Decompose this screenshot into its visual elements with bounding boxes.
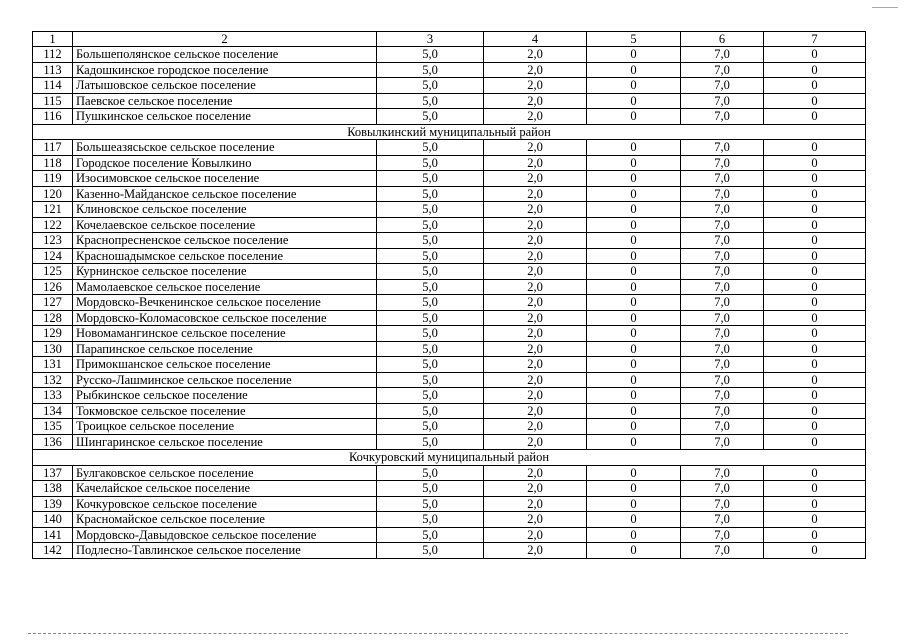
row-number-cell: 126 (33, 279, 73, 295)
value-col6-cell: 7,0 (681, 543, 764, 559)
value-col5-cell: 0 (587, 233, 681, 249)
value-col5-cell: 0 (587, 372, 681, 388)
value-col6-cell: 7,0 (681, 186, 764, 202)
value-col5-cell: 0 (587, 481, 681, 497)
value-col7-cell: 0 (764, 465, 866, 481)
value-col5-cell: 0 (587, 186, 681, 202)
value-col5-cell: 0 (587, 109, 681, 125)
value-col6-cell: 7,0 (681, 341, 764, 357)
value-col6-cell: 7,0 (681, 62, 764, 78)
header-cell-7: 7 (764, 32, 866, 47)
value-col3-cell: 5,0 (377, 481, 484, 497)
table-row (33, 62, 866, 78)
row-number-cell: 113 (33, 62, 73, 78)
row-number-cell: 136 (33, 434, 73, 450)
value-col6-cell: 7,0 (681, 295, 764, 311)
table-row (33, 326, 866, 342)
row-number-cell: 121 (33, 202, 73, 218)
value-col5-cell: 0 (587, 341, 681, 357)
value-col5-cell: 0 (587, 279, 681, 295)
settlement-name-cell: Большеполянское сельское поселение (73, 47, 377, 63)
value-col3-cell: 5,0 (377, 233, 484, 249)
value-col5-cell: 0 (587, 62, 681, 78)
value-col5-cell: 0 (587, 140, 681, 156)
value-col7-cell: 0 (764, 78, 866, 94)
header-cell-1: 1 (33, 32, 73, 47)
settlement-name-cell: Латышовское сельское поселение (73, 78, 377, 94)
value-col3-cell: 5,0 (377, 403, 484, 419)
row-number-cell: 114 (33, 78, 73, 94)
table-row (33, 248, 866, 264)
settlement-name-cell: Примокшанское сельское поселение (73, 357, 377, 373)
table-row (33, 543, 866, 559)
settlements-table (32, 31, 866, 559)
row-number-cell: 115 (33, 93, 73, 109)
settlement-name-cell: Пушкинское сельское поселение (73, 109, 377, 125)
value-col3-cell: 5,0 (377, 47, 484, 63)
settlement-name-cell: Паевское сельское поселение (73, 93, 377, 109)
value-col6-cell: 7,0 (681, 202, 764, 218)
value-col3-cell: 5,0 (377, 62, 484, 78)
value-col7-cell: 0 (764, 248, 866, 264)
value-col3-cell: 5,0 (377, 326, 484, 342)
value-col3-cell: 5,0 (377, 388, 484, 404)
value-col4-cell: 2,0 (484, 512, 587, 528)
value-col4-cell: 2,0 (484, 140, 587, 156)
value-col5-cell: 0 (587, 388, 681, 404)
value-col5-cell: 0 (587, 47, 681, 63)
settlement-name-cell: Токмовское сельское поселение (73, 403, 377, 419)
value-col7-cell: 0 (764, 372, 866, 388)
value-col4-cell: 2,0 (484, 233, 587, 249)
district-section-row (33, 450, 866, 466)
value-col3-cell: 5,0 (377, 217, 484, 233)
table-row (33, 310, 866, 326)
settlement-name-cell: Клиновское сельское поселение (73, 202, 377, 218)
value-col4-cell: 2,0 (484, 357, 587, 373)
settlement-name-cell: Мордовско-Давыдовское сельское поселение (73, 527, 377, 543)
value-col7-cell: 0 (764, 171, 866, 187)
settlement-name-cell: Парапинское сельское поселение (73, 341, 377, 357)
value-col6-cell: 7,0 (681, 217, 764, 233)
value-col6-cell: 7,0 (681, 403, 764, 419)
value-col6-cell: 7,0 (681, 481, 764, 497)
value-col7-cell: 0 (764, 47, 866, 63)
district-section-row (33, 124, 866, 140)
table-row (33, 388, 866, 404)
value-col5-cell: 0 (587, 217, 681, 233)
row-number-cell: 118 (33, 155, 73, 171)
value-col7-cell: 0 (764, 279, 866, 295)
row-number-cell: 133 (33, 388, 73, 404)
district-section-title: Кочкуровский муниципальный район (33, 450, 866, 466)
value-col7-cell: 0 (764, 310, 866, 326)
value-col6-cell: 7,0 (681, 419, 764, 435)
settlement-name-cell: Качелайское сельское поселение (73, 481, 377, 497)
header-cell-5: 5 (587, 32, 681, 47)
value-col4-cell: 2,0 (484, 341, 587, 357)
table-row (33, 155, 866, 171)
settlement-name-cell: Новомамангинское сельское поселение (73, 326, 377, 342)
value-col5-cell: 0 (587, 465, 681, 481)
column-number-header-row (33, 32, 866, 47)
value-col4-cell: 2,0 (484, 93, 587, 109)
value-col5-cell: 0 (587, 248, 681, 264)
value-col7-cell: 0 (764, 527, 866, 543)
value-col5-cell: 0 (587, 78, 681, 94)
value-col5-cell: 0 (587, 155, 681, 171)
value-col4-cell: 2,0 (484, 310, 587, 326)
value-col7-cell: 0 (764, 233, 866, 249)
header-cell-2: 2 (73, 32, 377, 47)
value-col4-cell: 2,0 (484, 47, 587, 63)
settlement-name-cell: Курнинское сельское поселение (73, 264, 377, 280)
row-number-cell: 127 (33, 295, 73, 311)
header-cell-4: 4 (484, 32, 587, 47)
value-col4-cell: 2,0 (484, 434, 587, 450)
value-col5-cell: 0 (587, 202, 681, 218)
value-col5-cell: 0 (587, 496, 681, 512)
value-col7-cell: 0 (764, 186, 866, 202)
value-col3-cell: 5,0 (377, 279, 484, 295)
value-col7-cell: 0 (764, 93, 866, 109)
scan-edge-mark (872, 7, 898, 8)
table-body (33, 32, 866, 559)
settlement-name-cell: Мамолаевское сельское поселение (73, 279, 377, 295)
value-col4-cell: 2,0 (484, 403, 587, 419)
value-col5-cell: 0 (587, 512, 681, 528)
value-col5-cell: 0 (587, 527, 681, 543)
value-col3-cell: 5,0 (377, 496, 484, 512)
value-col7-cell: 0 (764, 140, 866, 156)
value-col6-cell: 7,0 (681, 233, 764, 249)
value-col6-cell: 7,0 (681, 496, 764, 512)
settlement-name-cell: Шингаринское сельское поселение (73, 434, 377, 450)
value-col7-cell: 0 (764, 202, 866, 218)
row-number-cell: 122 (33, 217, 73, 233)
row-number-cell: 124 (33, 248, 73, 264)
table-row (33, 419, 866, 435)
value-col4-cell: 2,0 (484, 496, 587, 512)
header-cell-6: 6 (681, 32, 764, 47)
value-col7-cell: 0 (764, 388, 866, 404)
value-col3-cell: 5,0 (377, 264, 484, 280)
settlement-name-cell: Мордовско-Вечкенинское сельское поселение (73, 295, 377, 311)
row-number-cell: 131 (33, 357, 73, 373)
value-col6-cell: 7,0 (681, 512, 764, 528)
row-number-cell: 123 (33, 233, 73, 249)
row-number-cell: 134 (33, 403, 73, 419)
value-col6-cell: 7,0 (681, 248, 764, 264)
value-col7-cell: 0 (764, 295, 866, 311)
value-col3-cell: 5,0 (377, 109, 484, 125)
table-row (33, 279, 866, 295)
table-row (33, 202, 866, 218)
value-col7-cell: 0 (764, 341, 866, 357)
settlement-name-cell: Большеазясьское сельское поселение (73, 140, 377, 156)
value-col7-cell: 0 (764, 496, 866, 512)
value-col4-cell: 2,0 (484, 465, 587, 481)
table-row (33, 465, 866, 481)
value-col4-cell: 2,0 (484, 527, 587, 543)
value-col5-cell: 0 (587, 171, 681, 187)
value-col7-cell: 0 (764, 419, 866, 435)
table-row (33, 140, 866, 156)
table-row (33, 47, 866, 63)
value-col6-cell: 7,0 (681, 171, 764, 187)
value-col4-cell: 2,0 (484, 186, 587, 202)
value-col7-cell: 0 (764, 217, 866, 233)
value-col4-cell: 2,0 (484, 419, 587, 435)
value-col3-cell: 5,0 (377, 527, 484, 543)
settlement-name-cell: Булгаковское сельское поселение (73, 465, 377, 481)
value-col6-cell: 7,0 (681, 155, 764, 171)
value-col6-cell: 7,0 (681, 527, 764, 543)
value-col7-cell: 0 (764, 543, 866, 559)
value-col4-cell: 2,0 (484, 388, 587, 404)
value-col5-cell: 0 (587, 310, 681, 326)
value-col6-cell: 7,0 (681, 93, 764, 109)
settlement-name-cell: Троицкое сельское поселение (73, 419, 377, 435)
row-number-cell: 135 (33, 419, 73, 435)
value-col6-cell: 7,0 (681, 140, 764, 156)
value-col4-cell: 2,0 (484, 326, 587, 342)
row-number-cell: 117 (33, 140, 73, 156)
value-col7-cell: 0 (764, 109, 866, 125)
value-col5-cell: 0 (587, 434, 681, 450)
value-col6-cell: 7,0 (681, 388, 764, 404)
value-col3-cell: 5,0 (377, 140, 484, 156)
value-col5-cell: 0 (587, 264, 681, 280)
value-col4-cell: 2,0 (484, 543, 587, 559)
value-col7-cell: 0 (764, 481, 866, 497)
settlement-name-cell: Изосимовское сельское поселение (73, 171, 377, 187)
settlement-name-cell: Красномайское сельское поселение (73, 512, 377, 528)
value-col6-cell: 7,0 (681, 434, 764, 450)
settlement-name-cell: Казенно-Майданское сельское поселение (73, 186, 377, 202)
value-col6-cell: 7,0 (681, 326, 764, 342)
row-number-cell: 138 (33, 481, 73, 497)
value-col3-cell: 5,0 (377, 357, 484, 373)
value-col4-cell: 2,0 (484, 481, 587, 497)
value-col3-cell: 5,0 (377, 295, 484, 311)
value-col5-cell: 0 (587, 93, 681, 109)
table-row (33, 527, 866, 543)
value-col4-cell: 2,0 (484, 202, 587, 218)
value-col6-cell: 7,0 (681, 78, 764, 94)
value-col3-cell: 5,0 (377, 372, 484, 388)
value-col4-cell: 2,0 (484, 295, 587, 311)
table-row (33, 295, 866, 311)
row-number-cell: 128 (33, 310, 73, 326)
value-col6-cell: 7,0 (681, 372, 764, 388)
settlement-name-cell: Городское поселение Ковылкино (73, 155, 377, 171)
value-col5-cell: 0 (587, 357, 681, 373)
scan-bottom-edge (28, 633, 848, 634)
row-number-cell: 132 (33, 372, 73, 388)
table-row (33, 372, 866, 388)
value-col4-cell: 2,0 (484, 155, 587, 171)
value-col5-cell: 0 (587, 403, 681, 419)
value-col3-cell: 5,0 (377, 93, 484, 109)
value-col7-cell: 0 (764, 403, 866, 419)
value-col7-cell: 0 (764, 326, 866, 342)
row-number-cell: 120 (33, 186, 73, 202)
settlement-name-cell: Краснопресненское сельское поселение (73, 233, 377, 249)
value-col7-cell: 0 (764, 155, 866, 171)
settlement-name-cell: Русско-Лашминское сельское поселение (73, 372, 377, 388)
value-col4-cell: 2,0 (484, 109, 587, 125)
value-col4-cell: 2,0 (484, 248, 587, 264)
value-col5-cell: 0 (587, 543, 681, 559)
value-col3-cell: 5,0 (377, 512, 484, 528)
table-row (33, 481, 866, 497)
value-col6-cell: 7,0 (681, 279, 764, 295)
value-col6-cell: 7,0 (681, 264, 764, 280)
row-number-cell: 140 (33, 512, 73, 528)
row-number-cell: 119 (33, 171, 73, 187)
value-col4-cell: 2,0 (484, 78, 587, 94)
value-col4-cell: 2,0 (484, 217, 587, 233)
table-row (33, 233, 866, 249)
value-col6-cell: 7,0 (681, 47, 764, 63)
value-col7-cell: 0 (764, 62, 866, 78)
table-row (33, 217, 866, 233)
table-row (33, 93, 866, 109)
row-number-cell: 139 (33, 496, 73, 512)
value-col4-cell: 2,0 (484, 62, 587, 78)
settlement-name-cell: Мордовско-Коломасовское сельское поселение (73, 310, 377, 326)
value-col3-cell: 5,0 (377, 248, 484, 264)
value-col3-cell: 5,0 (377, 78, 484, 94)
table-row (33, 403, 866, 419)
settlement-name-cell: Красношадымское сельское поселение (73, 248, 377, 264)
value-col6-cell: 7,0 (681, 357, 764, 373)
value-col7-cell: 0 (764, 434, 866, 450)
value-col7-cell: 0 (764, 357, 866, 373)
value-col5-cell: 0 (587, 295, 681, 311)
value-col4-cell: 2,0 (484, 372, 587, 388)
table-row (33, 512, 866, 528)
value-col6-cell: 7,0 (681, 109, 764, 125)
row-number-cell: 112 (33, 47, 73, 63)
value-col5-cell: 0 (587, 419, 681, 435)
table-row (33, 109, 866, 125)
row-number-cell: 125 (33, 264, 73, 280)
value-col3-cell: 5,0 (377, 465, 484, 481)
value-col6-cell: 7,0 (681, 310, 764, 326)
settlement-name-cell: Кочелаевское сельское поселение (73, 217, 377, 233)
row-number-cell: 116 (33, 109, 73, 125)
table-row (33, 78, 866, 94)
table-row (33, 171, 866, 187)
value-col3-cell: 5,0 (377, 341, 484, 357)
value-col4-cell: 2,0 (484, 279, 587, 295)
settlement-name-cell: Рыбкинское сельское поселение (73, 388, 377, 404)
value-col6-cell: 7,0 (681, 465, 764, 481)
value-col3-cell: 5,0 (377, 186, 484, 202)
settlement-name-cell: Кадошкинское городское поселение (73, 62, 377, 78)
table-row (33, 434, 866, 450)
table-row (33, 264, 866, 280)
row-number-cell: 141 (33, 527, 73, 543)
value-col3-cell: 5,0 (377, 155, 484, 171)
settlement-name-cell: Подлесно-Тавлинское сельское поселение (73, 543, 377, 559)
row-number-cell: 129 (33, 326, 73, 342)
value-col3-cell: 5,0 (377, 310, 484, 326)
value-col7-cell: 0 (764, 512, 866, 528)
settlement-name-cell: Кочкуровское сельское поселение (73, 496, 377, 512)
value-col3-cell: 5,0 (377, 419, 484, 435)
row-number-cell: 137 (33, 465, 73, 481)
table-row (33, 357, 866, 373)
district-section-title: Ковылкинский муниципальный район (33, 124, 866, 140)
table-row (33, 341, 866, 357)
table-row (33, 496, 866, 512)
header-cell-3: 3 (377, 32, 484, 47)
value-col4-cell: 2,0 (484, 171, 587, 187)
table-row (33, 186, 866, 202)
row-number-cell: 130 (33, 341, 73, 357)
value-col3-cell: 5,0 (377, 434, 484, 450)
value-col3-cell: 5,0 (377, 171, 484, 187)
value-col7-cell: 0 (764, 264, 866, 280)
value-col3-cell: 5,0 (377, 202, 484, 218)
value-col5-cell: 0 (587, 326, 681, 342)
value-col4-cell: 2,0 (484, 264, 587, 280)
row-number-cell: 142 (33, 543, 73, 559)
value-col3-cell: 5,0 (377, 543, 484, 559)
